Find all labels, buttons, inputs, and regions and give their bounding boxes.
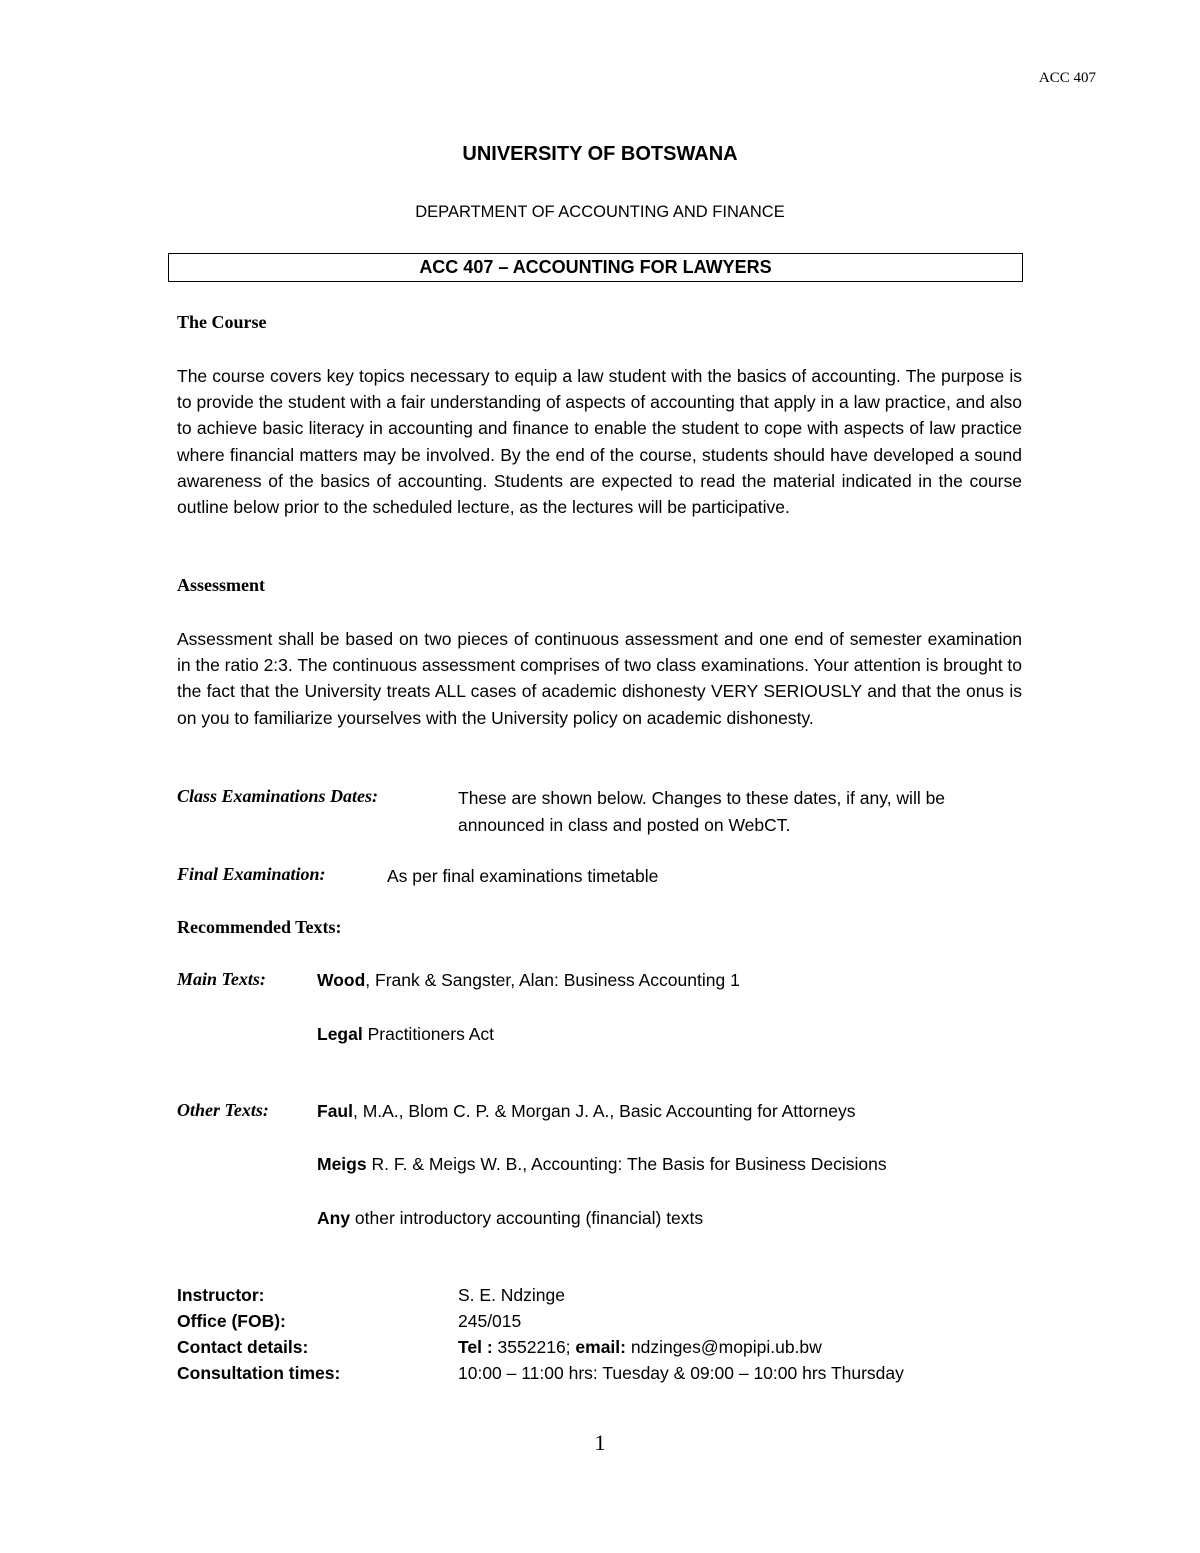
assessment-heading: Assessment <box>177 575 265 595</box>
assessment-description: Assessment shall be based on two pieces of continuous assessment and one end of semester examination in the ratio 2:3. The continuous assessment comprises of two class examinations. Your attention is brought to the fact that the University treats ALL cases of academic dishonesty VERY SERIOUSLY and that the onus is on you to familiarize yourselves with the University policy on academic dishonesty. <box>177 629 1023 728</box>
consultation-label: Consultation times: <box>177 1363 341 1383</box>
contact-details-value <box>458 1337 822 1358</box>
department-title: DEPARTMENT OF ACCOUNTING AND FINANCE <box>415 203 785 221</box>
other-text-item <box>317 1151 887 1178</box>
page-number: 1 <box>594 1430 606 1455</box>
course-heading: The Course <box>177 312 267 332</box>
email-address: ndzinges@mopipi.ub.bw <box>626 1337 822 1357</box>
other-text-title: other introductory accounting (financial) texts <box>350 1208 704 1228</box>
contact-details-label: Contact details: <box>177 1337 309 1357</box>
other-texts-label: Other Texts: <box>177 1100 269 1120</box>
main-text-item <box>317 1021 494 1048</box>
instructor-label: Instructor: <box>177 1285 265 1305</box>
final-exam-label: Final Examination: <box>177 864 326 884</box>
main-text-item <box>317 967 740 994</box>
class-exam-value: These are shown below. Changes to these dates, if any, will be announced in class and posted on WebCT. <box>458 788 946 835</box>
class-exam-label: Class Examinations Dates: <box>177 786 379 806</box>
main-text-title: Practitioners Act <box>362 1024 495 1044</box>
main-texts-label: Main Texts: <box>177 969 266 989</box>
other-text-title: R. F. & Meigs W. B., Accounting: The Basis for Business Decisions <box>366 1154 887 1174</box>
main-text-author: Wood <box>317 970 366 990</box>
recommended-texts-heading: Recommended Texts: <box>177 917 342 937</box>
university-title: UNIVERSITY OF BOTSWANA <box>462 143 738 165</box>
office-number: 245/015 <box>458 1311 522 1331</box>
course-description: The course covers key topics necessary to equip a law student with the basics of accounting. The purpose is to provide the student with a fair understanding of aspects of accounting that apply in a law practice, and also to achieve basic literacy in accounting and finance to enable the student to cope with aspects of law practice where financial matters may be involved. By the end of the course, students should have developed a sound awareness of the basics of accounting. Students are expected to read the material indicated in the course outline below prior to the scheduled lecture, as the lectures will be participative. <box>177 366 1022 518</box>
course-title-box: ACC 407 – ACCOUNTING FOR LAWYERS <box>168 253 1023 282</box>
email-label: email: <box>570 1337 626 1357</box>
other-text-author: Any <box>317 1208 351 1228</box>
office-label: Office (FOB): <box>177 1311 286 1331</box>
other-text-author: Meigs <box>317 1154 367 1174</box>
other-text-item <box>317 1205 703 1232</box>
tel-label: Tel : <box>458 1337 493 1357</box>
instructor-name: S. E. Ndzinge <box>458 1285 565 1305</box>
other-text-title: , M.A., Blom C. P. & Morgan J. A., Basic Accounting for Attorneys <box>352 1101 856 1121</box>
main-text-author: Legal <box>317 1024 363 1044</box>
final-exam-value: As per final examinations timetable <box>387 866 659 886</box>
main-text-title: , Frank & Sangster, Alan: Business Accounting 1 <box>365 970 740 990</box>
other-text-author: Faul <box>317 1101 353 1121</box>
consultation-times: 10:00 – 11:00 hrs: Tuesday & 09:00 – 10:00 hrs Thursday <box>458 1363 904 1383</box>
header-course-code: ACC 407 <box>1038 70 1096 86</box>
tel-number: 3552216; <box>492 1337 571 1357</box>
other-text-item <box>317 1098 856 1125</box>
